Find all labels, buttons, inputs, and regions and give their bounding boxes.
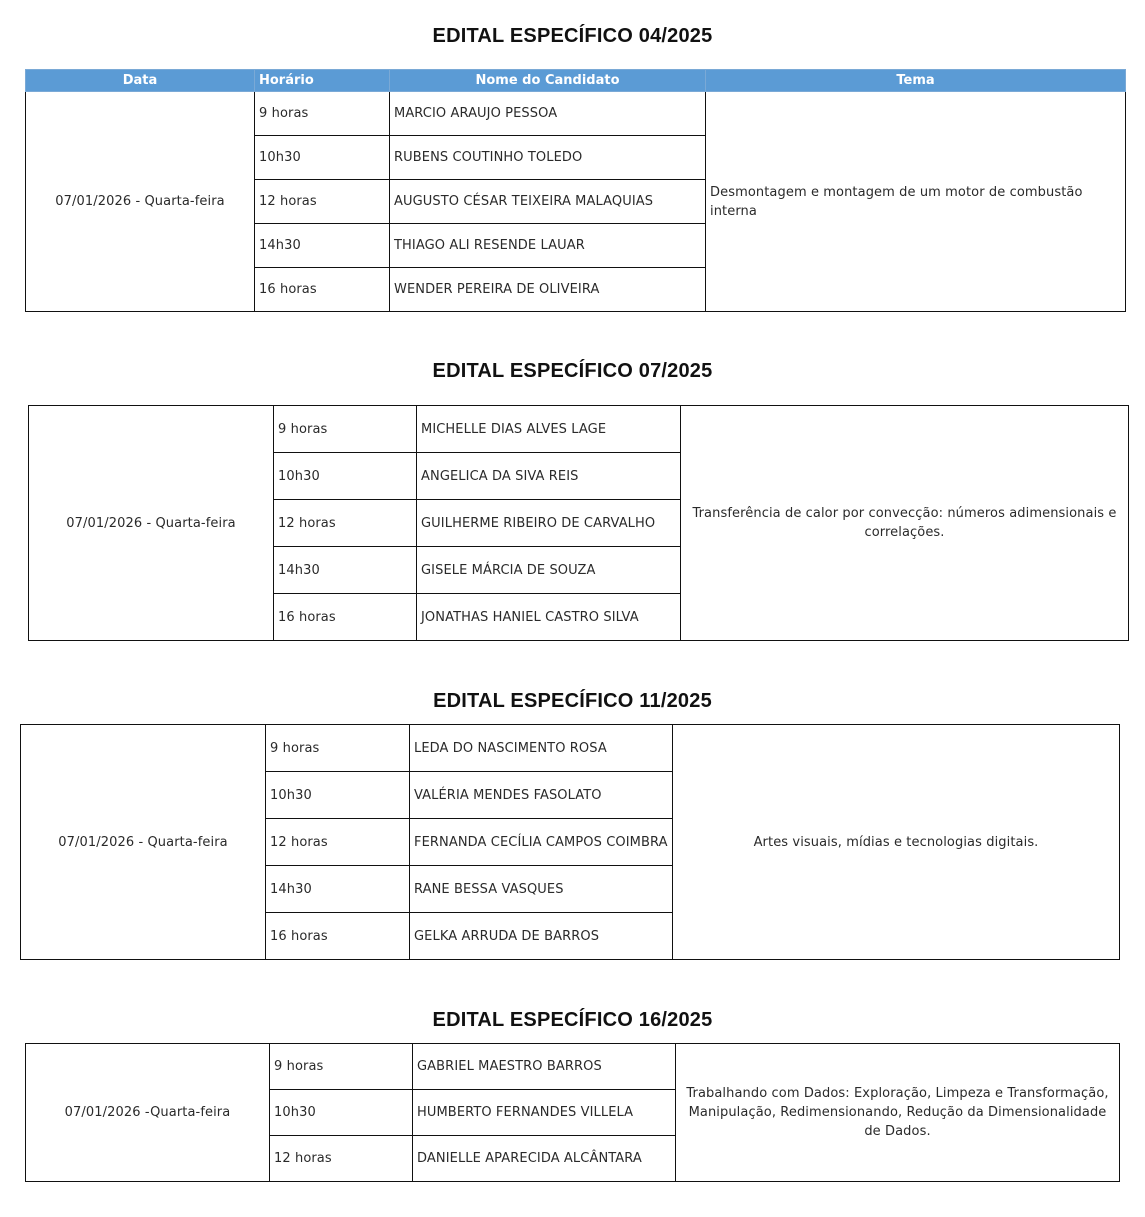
time-cell: 9 horas (274, 406, 417, 453)
time-cell: 16 horas (274, 594, 417, 641)
section-title-11-2025: EDITAL ESPECÍFICO 11/2025 (433, 690, 712, 712)
candidate-name-cell: LEDA DO NASCIMENTO ROSA (410, 725, 673, 772)
candidate-name-cell: FERNANDA CECÍLIA CAMPOS COIMBRA (410, 819, 673, 866)
candidate-name-cell: THIAGO ALI RESENDE LAUAR (390, 224, 706, 268)
candidate-name-cell: MARCIO ARAUJO PESSOA (390, 92, 706, 136)
date-cell: 07/01/2026 - Quarta-feira (29, 406, 274, 641)
table-row (26, 1044, 1120, 1090)
candidate-name-cell: GUILHERME RIBEIRO DE CARVALHO (417, 500, 681, 547)
section-title-07-2025: EDITAL ESPECÍFICO 07/2025 (432, 360, 713, 382)
candidate-name-cell: GABRIEL MAESTRO BARROS (413, 1044, 676, 1090)
candidate-name-cell: RUBENS COUTINHO TOLEDO (390, 136, 706, 180)
time-cell: 9 horas (266, 725, 410, 772)
header-nome: Nome do Candidato (390, 70, 706, 92)
table-header-row (26, 70, 1126, 92)
table-row (26, 92, 1126, 136)
schedule-table-04-2025 (25, 69, 1126, 312)
time-cell: 10h30 (266, 772, 410, 819)
time-cell: 14h30 (255, 224, 390, 268)
header-tema: Tema (706, 70, 1126, 92)
candidate-name-cell: WENDER PEREIRA DE OLIVEIRA (390, 268, 706, 312)
time-cell: 16 horas (255, 268, 390, 312)
schedule-table-11-2025 (20, 724, 1120, 960)
candidate-name-cell: GISELE MÁRCIA DE SOUZA (417, 547, 681, 594)
tema-cell: Artes visuais, mídias e tecnologias digitais. (673, 725, 1120, 960)
date-cell: 07/01/2026 - Quarta-feira (26, 92, 255, 312)
candidate-name-cell: RANE BESSA VASQUES (410, 866, 673, 913)
tema-cell: Transferência de calor por convecção: números adimensionais e correlações. (681, 406, 1129, 641)
table-row (21, 725, 1120, 772)
date-cell: 07/01/2026 -Quarta-feira (26, 1044, 270, 1182)
candidate-name-cell: GELKA ARRUDA DE BARROS (410, 913, 673, 960)
candidate-name-cell: HUMBERTO FERNANDES VILLELA (413, 1090, 676, 1136)
time-cell: 14h30 (266, 866, 410, 913)
header-horario: Horário (255, 70, 390, 92)
time-cell: 9 horas (255, 92, 390, 136)
time-cell: 14h30 (274, 547, 417, 594)
schedule-table-16-2025 (25, 1043, 1120, 1182)
section-title-04-2025: EDITAL ESPECÍFICO 04/2025 (432, 25, 713, 47)
time-cell: 12 horas (255, 180, 390, 224)
section-title-16-2025: EDITAL ESPECÍFICO 16/2025 (432, 1009, 713, 1031)
schedule-table-07-2025 (28, 405, 1129, 641)
tema-cell: Trabalhando com Dados: Exploração, Limpeza e Transformação, Manipulação, Redimensionando, Redução da Dimensionalidade de Dados. (676, 1044, 1120, 1182)
time-cell: 9 horas (270, 1044, 413, 1090)
time-cell: 12 horas (270, 1136, 413, 1182)
tema-cell: Desmontagem e montagem de um motor de combustão interna (706, 92, 1126, 312)
candidate-name-cell: AUGUSTO CÉSAR TEIXEIRA MALAQUIAS (390, 180, 706, 224)
time-cell: 10h30 (255, 136, 390, 180)
candidate-name-cell: JONATHAS HANIEL CASTRO SILVA (417, 594, 681, 641)
candidate-name-cell: VALÉRIA MENDES FASOLATO (410, 772, 673, 819)
candidate-name-cell: DANIELLE APARECIDA ALCÂNTARA (413, 1136, 676, 1182)
time-cell: 10h30 (270, 1090, 413, 1136)
candidate-name-cell: MICHELLE DIAS ALVES LAGE (417, 406, 681, 453)
time-cell: 12 horas (266, 819, 410, 866)
candidate-name-cell: ANGELICA DA SIVA REIS (417, 453, 681, 500)
date-cell: 07/01/2026 - Quarta-feira (21, 725, 266, 960)
time-cell: 12 horas (274, 500, 417, 547)
time-cell: 16 horas (266, 913, 410, 960)
time-cell: 10h30 (274, 453, 417, 500)
header-data: Data (26, 70, 255, 92)
table-row (29, 406, 1129, 453)
